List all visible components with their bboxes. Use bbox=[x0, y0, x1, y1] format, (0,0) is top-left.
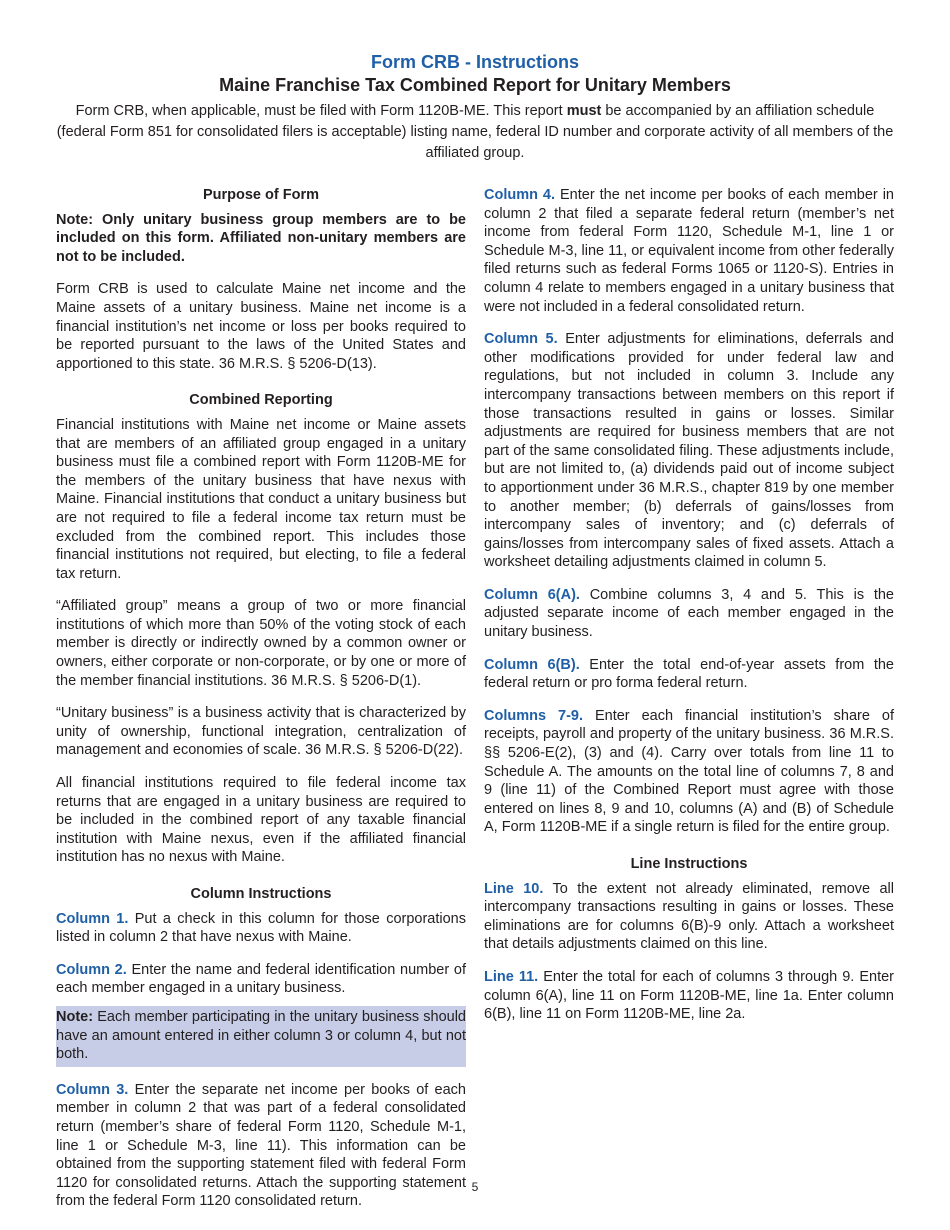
column-6a-text: Combine columns 3, 4 and 5. This is the adjusted separate income of each member engaged in the unitary business. bbox=[484, 586, 895, 641]
column-3-text: Enter the separate net income per books of each member in column 2 that was part of a federal consolidated return (member’s share of federal Form 1120, Schedule M-1, line 1 or Schedule M-3, line 11). This information can be obtained from the supporting statement filed with federal Form 1120 for consolidated returns. Attach the supporting statement from the federal Form 1120 consolidated return. bbox=[56, 1081, 466, 1210]
column-4-label: Column 4. bbox=[484, 187, 556, 203]
combined-reporting-heading: Combined Reporting bbox=[189, 392, 333, 409]
line-10-instruction bbox=[484, 880, 894, 954]
column-instructions-heading: Column Instructions bbox=[190, 886, 332, 902]
column-2-label: Column 2. bbox=[56, 961, 127, 978]
combined-paragraph-1: Financial institutions with Maine net income or Maine assets that are members of an affiliated group engaged in a unitary business must file a combined report with Form 1120B-ME for the members of the unitary business that have nexus with Maine. Financial institutions that conduct a unitary business but are not required to file a federal income tax return must be excluded from the combined report. This includes those financial institutions not required, but electing, to file a federal tax return. bbox=[56, 416, 466, 582]
right-column bbox=[484, 186, 894, 1038]
column-5-instruction bbox=[484, 330, 894, 572]
columns-7-9-instruction bbox=[484, 707, 894, 837]
column-1-instruction bbox=[56, 910, 466, 947]
left-column bbox=[56, 186, 466, 1225]
page-number: 5 bbox=[471, 1180, 479, 1194]
column-6b-instruction bbox=[484, 656, 894, 693]
column-6a-instruction bbox=[484, 586, 894, 642]
form-subtitle: Maine Franchise Tax Combined Report for Unitary Members bbox=[219, 75, 731, 95]
column-4-instruction bbox=[484, 186, 894, 316]
column-2-instruction bbox=[56, 961, 466, 998]
column-3-label: Column 3. bbox=[56, 1081, 129, 1098]
affiliated-group-definition: “Affiliated group” means a group of two or more financial institutions of which more than 50% of the voting stock of each member is directly or indirectly owned by a common owner or owners, either corporate or non-corporate, or by one or more of the member financial institutions. 36 M.R.S. § 5206-D(1). bbox=[56, 598, 466, 689]
form-title: Form CRB - Instructions bbox=[370, 52, 579, 72]
note-text: Each member participating in the unitary business should have an amount entered in either column 3 or column 4, but not both. bbox=[56, 1008, 466, 1063]
line-10-text: To the extent not already eliminated, remove all intercompany transactions resulting in gains or losses. These eliminations are for columns 6(B)-9 only. Attach a worksheet that details adjustments claimed on this line. bbox=[484, 880, 894, 953]
intro-text-1: Form CRB, when applicable, must be filed with Form 1120B-ME. This report bbox=[75, 103, 567, 119]
columns-7-9-text: Enter each financial institution’s share of receipts, payroll and property of the unitary business. 36 M.R.S. §§ 5206-E(2), (3) and (4). Carry over totals from line 11 to Schedule A. The amounts on the total line of columns 7, 8 and 9 (line 11) of the Combined Report must agree with those entered on lines 8, 9 and 10, columns (A) and (B) of Schedule A, Form 1120B-ME if a single return is filed for the entire group. bbox=[484, 707, 894, 836]
line-11-instruction bbox=[484, 968, 894, 1024]
line-11-text: Enter the total for each of columns 3 through 9. Enter column 6(A), line 11 on Form 1120B-ME, line 1a. Enter column 6(B), line 11 on Form 1120B-ME, line 2a. bbox=[484, 968, 894, 1023]
intro-paragraph bbox=[55, 101, 895, 164]
column-1-text: Put a check in this column for those corporations listed in column 2 that have nexus with Maine. bbox=[56, 910, 466, 946]
line-11-label: Line 11. bbox=[484, 968, 539, 985]
column-5-label: Column 5. bbox=[484, 331, 558, 348]
purpose-paragraph: Form CRB is used to calculate Maine net income and the Maine assets of a unitary business. Maine net income is a financial institution’s net income or loss per books required to be reported pursuant to the laws of the United States and apportioned to this state. 36 M.R.S. § 5206-D(13). bbox=[56, 281, 466, 372]
line-10-label: Line 10. bbox=[484, 880, 544, 897]
column-2-text: Enter the name and federal identification number of each member engaged in a unitary business. bbox=[56, 961, 466, 997]
column-5-text: Enter adjustments for eliminations, deferrals and other modifications provided for under federal law and regulations, but not included in column 3. Include any intercompany transactions between members on this report if those transactions resulted in gains or losses. Similar adjustments are required for business members that are not part of the same consolidated filing. These adjustments include, but are not limited to, (a) dividends paid out of income subject to apportionment under 36 M.R.S., chapter 819 by one member to another member; (b) deferrals of gains/losses from intercompany sales of inventory; and (c) deferrals of gains/losses from intercompany sales of fixed assets. Attach a worksheet detailing adjustments claimed in column 5. bbox=[484, 331, 894, 571]
line-instructions-heading: Line Instructions bbox=[630, 856, 748, 872]
page-header bbox=[55, 50, 895, 164]
column-6a-label: Column 6(A). bbox=[484, 586, 580, 603]
intro-text-2: be accompanied by an affiliation schedule (federal Form 851 for consolidated filers is acceptable) listing name, federal ID number and corporate activity of all members of the affiliated group. bbox=[56, 103, 894, 161]
column-6b-label: Column 6(B). bbox=[484, 656, 580, 673]
purpose-note: Note: Only unitary business group members are to be included on this form. Affiliated non-unitary members are not to be included. bbox=[56, 211, 466, 265]
column-1-label: Column 1. bbox=[56, 910, 129, 927]
columns-7-9-label: Columns 7-9. bbox=[484, 707, 583, 724]
column-6b-text: Enter the total end-of-year assets from the federal return or pro forma federal return. bbox=[484, 656, 894, 692]
column-4-text: Enter the net income per books of each member in column 2 that filed a separate federal return (member’s net income from federal Form 1120, Schedule M-1, line 1 or Schedule M-3, line 11, or equivalent income from other federally filed returns such as federal Forms 1065 or 1120-S). Entries in column 4 relate to members engaged in a unitary business that were not included in a federal consolidated return. bbox=[484, 187, 894, 315]
intro-text-bold: must bbox=[566, 103, 602, 119]
unitary-business-definition: “Unitary business” is a business activity that is characterized by unity of ownership, functional integration, centralization of management and economies of scale. 36 M.R.S. § 5206-D(22). bbox=[56, 705, 466, 759]
note-box bbox=[56, 1006, 466, 1067]
purpose-heading: Purpose of Form bbox=[202, 187, 319, 203]
combined-paragraph-4: All financial institutions required to file federal income tax returns that are engaged in a unitary business are required to be included in the combined report of any taxable financial institution with Maine nexus, even if the affiliated financial institution has no nexus with Maine. bbox=[56, 775, 466, 866]
note-label: Note: bbox=[56, 1008, 94, 1025]
